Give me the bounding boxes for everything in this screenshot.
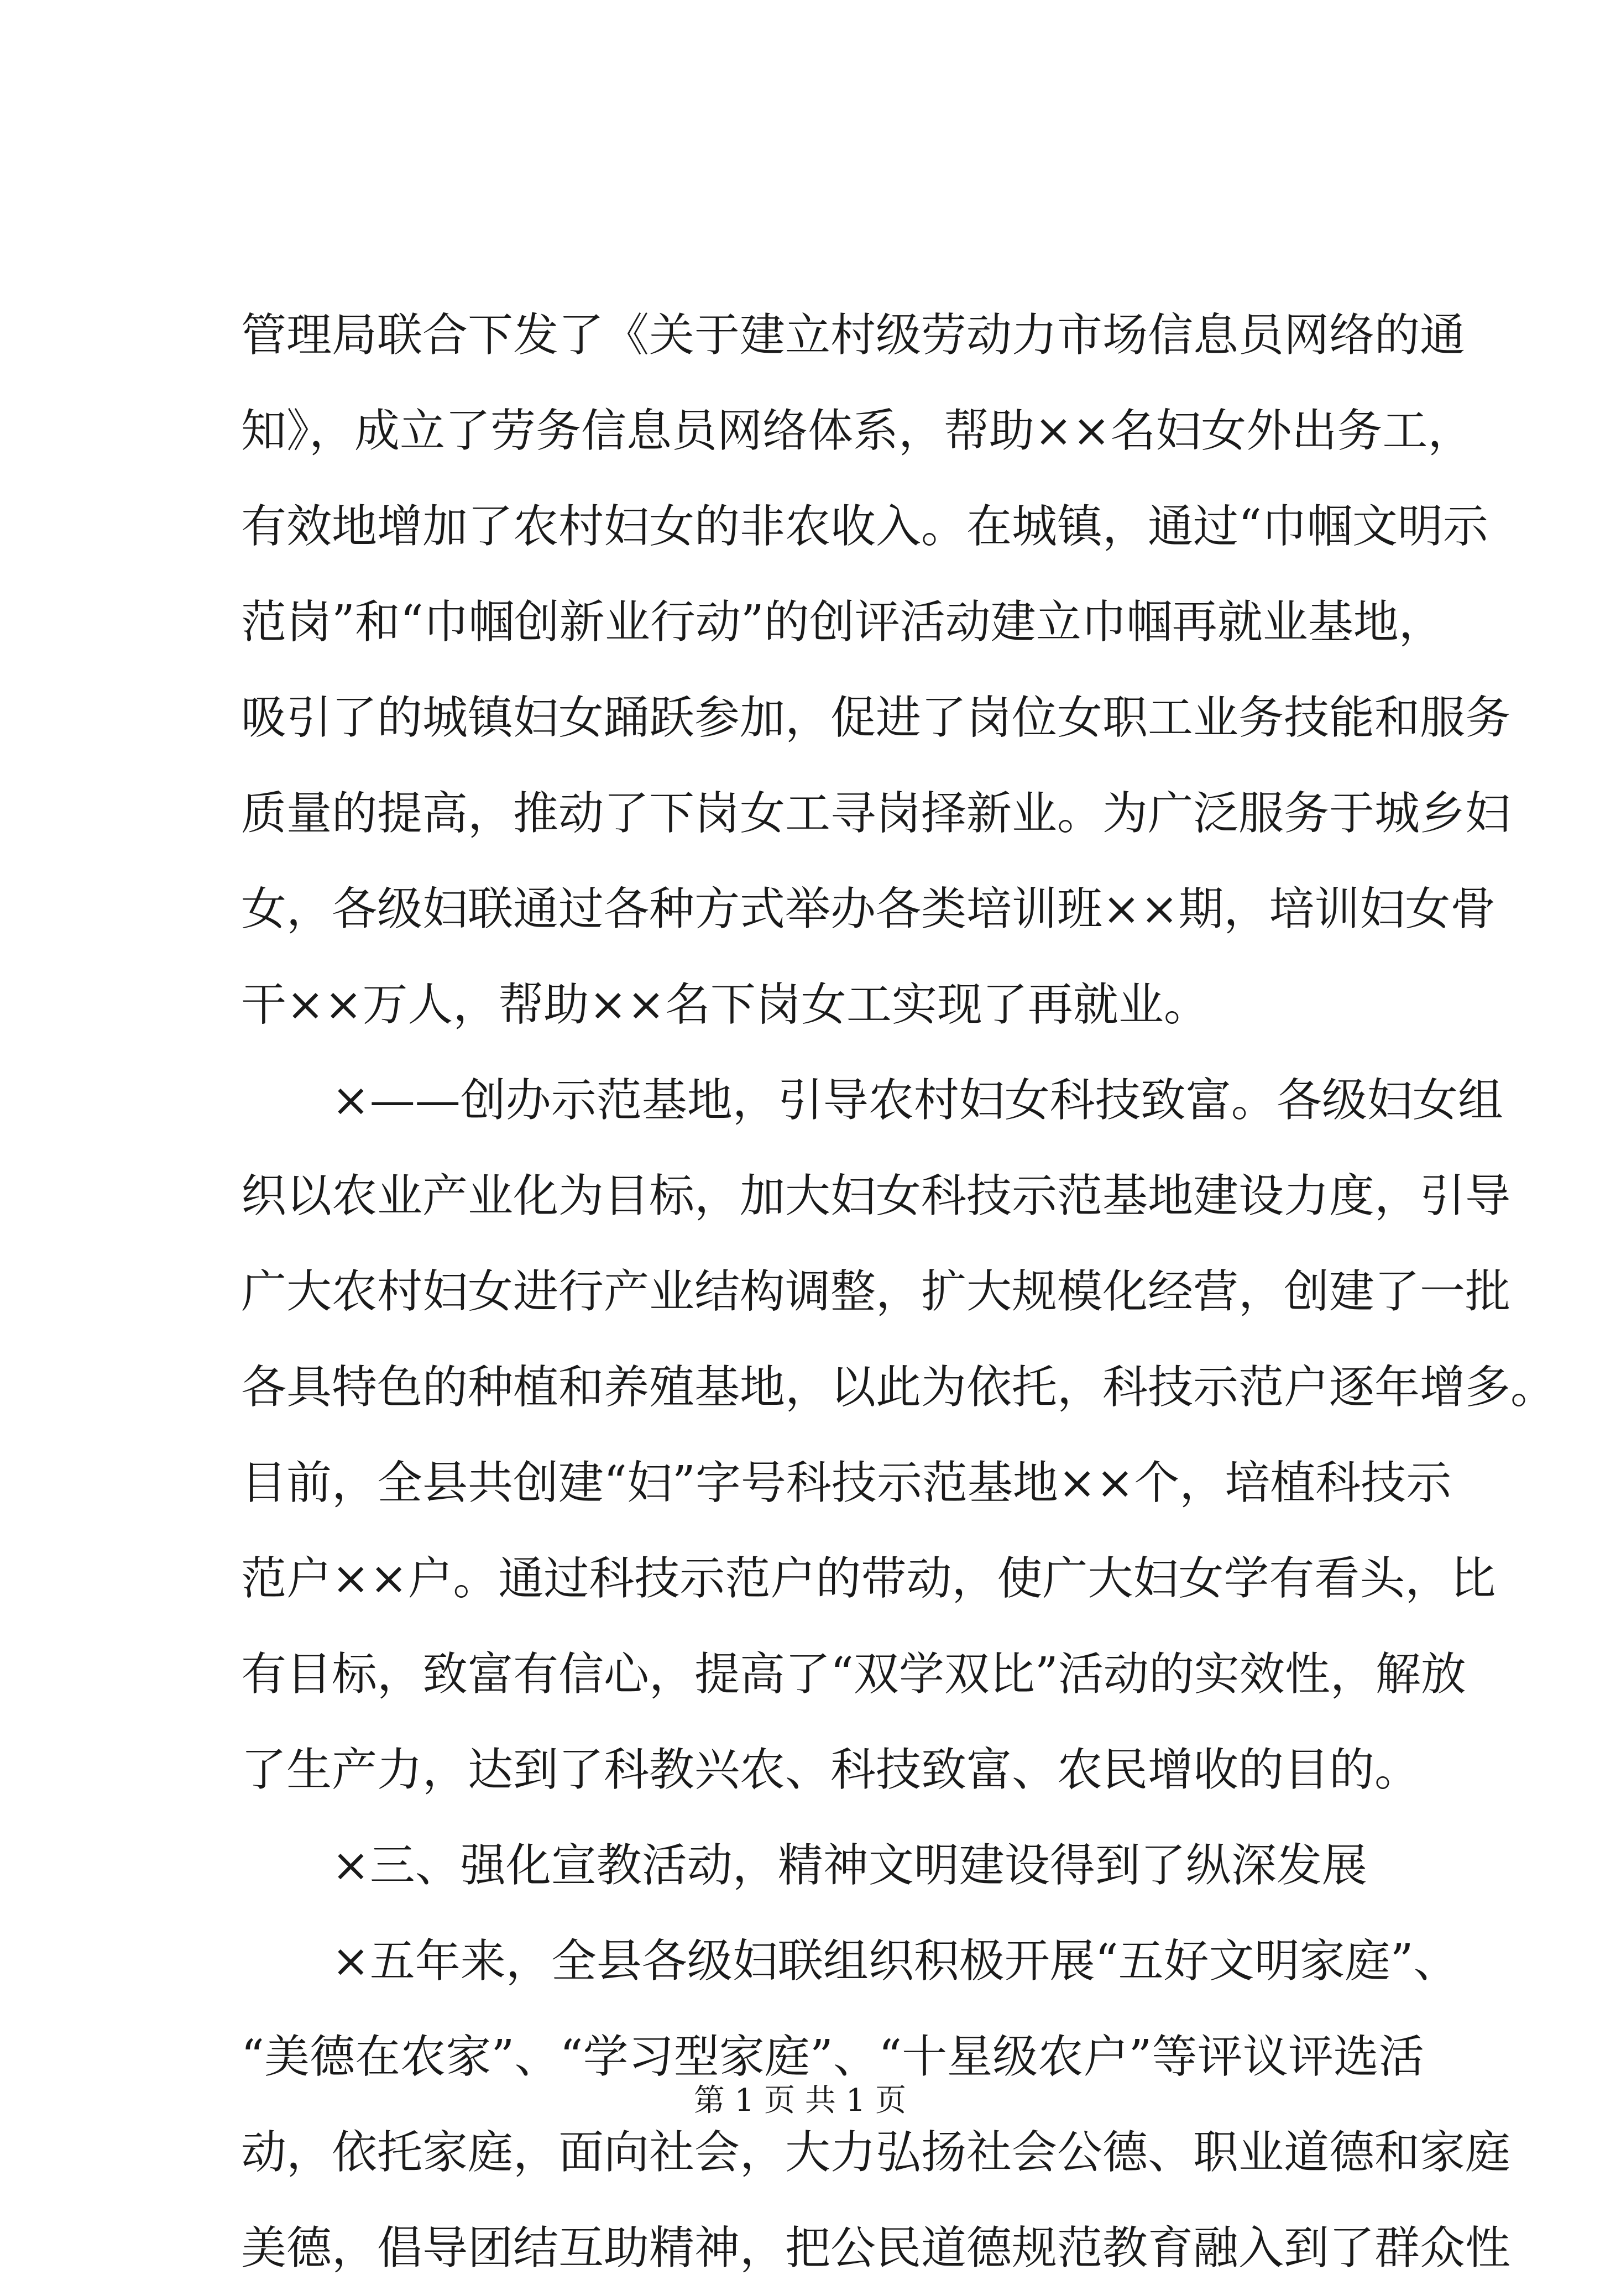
text-line: 织以农业产业化为目标，加大妇女科技示范基地建设力度，引导 [241,1170,1511,1222]
text-line: 广大农村妇女进行产业结构调整，扩大规模化经营，创建了一批 [241,1265,1511,1318]
text-line: 知》，成立了劳务信息员网络体系，帮助××名妇女外出务工， [241,405,1473,457]
text-line: 各具特色的种植和养殖基地，以此为依托，科技示范户逐年增多。 [241,1361,1556,1414]
text-line: 目前，全县共创建“妇”字号科技示范基地××个，培植科技示 [241,1457,1452,1509]
page-footer [0,2079,1600,2123]
page-number-label: 第 1 页 共 1 页 [693,2083,907,2119]
text-line: 有目标，致富有信心，提高了“双学双比”活动的实效性，解放 [241,1648,1466,1701]
text-line: “美德在农家”、“学习型家庭”、“十星级农户”等评议评选活 [241,2031,1424,2083]
text-line: 美德，倡导团结互助精神，把公民道德规范教育融入到了群众性 [241,2222,1511,2274]
text-line-paragraph-start: ×五年来，全县各级妇联组织积极开展“五好文明家庭”、 [332,1935,1459,1988]
text-line: 范户××户。通过科技示范户的带动，使广大妇女学有看头，比 [241,1552,1496,1605]
text-line: 管理局联合下发了《关于建立村级劳动力市场信息员网络的通 [241,309,1466,362]
text-line: 范岗”和“巾帼创新业行动”的创评活动建立巾帼再就业基地， [241,596,1444,648]
text-line: 女，各级妇联通过各种方式举办各类培训班××期，培训妇女骨 [241,883,1496,935]
text-line: 质量的提高，推动了下岗女工寻岗择新业。为广泛服务于城乡妇 [241,787,1511,840]
text-line-paragraph-start: ×——创办示范基地，引导农村妇女科技致富。各级妇女组 [332,1074,1503,1127]
text-line: 了生产力，达到了科教兴农、科技致富、农民增收的目的。 [241,1744,1420,1796]
text-line: 吸引了的城镇妇女踊跃参加，促进了岗位女职工业务技能和服务 [241,692,1511,744]
section-heading: ×三、强化宣教活动，精神文明建设得到了纵深发展 [332,1839,1367,1892]
document-body [241,287,1556,2296]
text-line: 动，依托家庭，面向社会，大力弘扬社会公德、职业道德和家庭 [241,2126,1511,2179]
text-line: 有效地增加了农村妇女的非农收入。在城镇，通过“巾帼文明示 [241,500,1488,553]
text-line: 干××万人，帮助××名下岗女工实现了再就业。 [241,979,1209,1031]
